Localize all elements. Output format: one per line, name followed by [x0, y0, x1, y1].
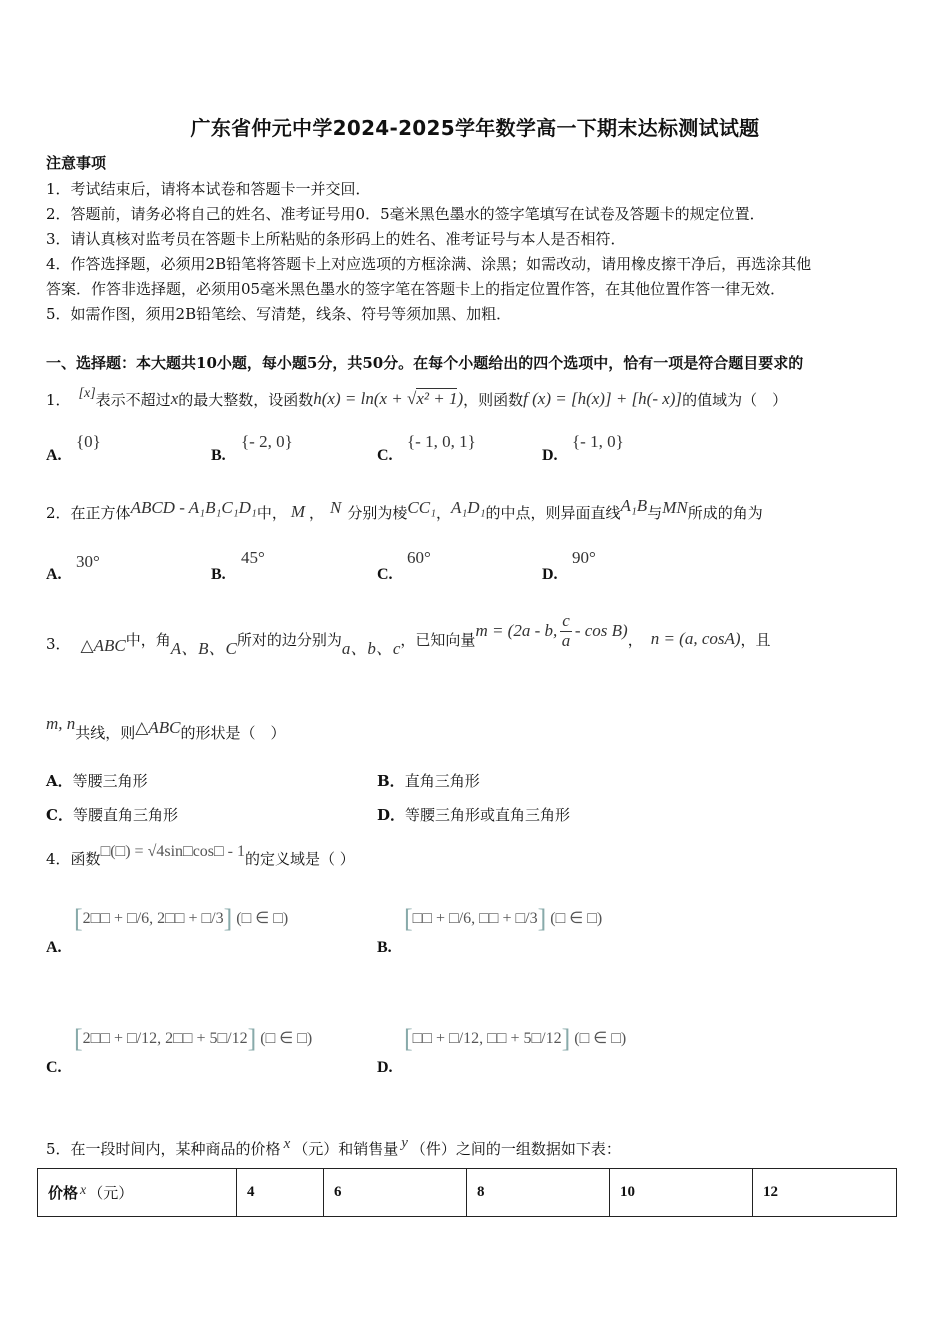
- notice-item-2: 2．答题前，请务必将自己的姓名、准考证号用0．5毫米黑色墨水的签字笔填写在试卷及答题卡的规定位置．: [46, 205, 765, 223]
- interval-body: 2□□ + □/12, 2□□ + 5□/12: [82, 1030, 248, 1047]
- math-m: M: [290, 502, 306, 521]
- math-cube: ABCD - A₁B₁C₁D₁: [130, 498, 257, 517]
- option-b-value: {- 2, 0}: [241, 432, 293, 451]
- option-d[interactable]: [377, 804, 570, 825]
- table-header-cell: [38, 1169, 237, 1217]
- table-cell: 8: [467, 1169, 610, 1217]
- question-text: ，则函数: [463, 390, 524, 409]
- question-5: [46, 1134, 621, 1162]
- option-letter: A.: [46, 939, 62, 956]
- option-c[interactable]: [46, 1058, 62, 1077]
- math-floor-x: [x]: [78, 386, 96, 401]
- option-c-value: 60°: [407, 548, 431, 567]
- math-h-lhs: h(x) = ln(x +: [313, 389, 407, 408]
- question-1: [46, 384, 787, 414]
- option-a-value: {0}: [76, 432, 101, 451]
- notice-heading: 注意事项: [46, 154, 107, 172]
- math-y: y: [401, 1134, 408, 1151]
- option-a[interactable]: [46, 770, 148, 791]
- option-b-formula: [□□ + □/6, □□ + □/3] (□ ∈ □): [404, 904, 603, 933]
- math-x: x: [170, 389, 179, 408]
- option-a-value: 等腰三角形: [72, 772, 148, 790]
- option-c[interactable]: [46, 804, 178, 825]
- option-letter: D.: [542, 447, 558, 464]
- question-4: [46, 842, 355, 874]
- table-cell: 4: [237, 1169, 324, 1217]
- fraction-numerator: c: [562, 610, 570, 630]
- option-letter: A．: [46, 772, 73, 790]
- question-text: （元）和销售量: [293, 1139, 399, 1158]
- math-h-rhs: ): [457, 389, 464, 408]
- fraction-denominator: a: [561, 630, 571, 650]
- option-b-value: 45°: [241, 548, 265, 567]
- question-text: 与: [647, 503, 663, 522]
- option-d-value: 等腰三角形或直角三角形: [405, 806, 571, 824]
- notice-item-4b: 答案．作答非选择题，必须用05毫米黑色墨水的签字笔在答题卡上的指定位置作答，在其他位置作答一律无效．: [46, 280, 786, 298]
- question-text: 中，: [256, 503, 287, 522]
- option-a-formula: [2□□ + □/6, 2□□ + □/3] (□ ∈ □): [74, 904, 289, 933]
- question-number: 2．: [46, 503, 71, 522]
- option-b-value: 直角三角形: [404, 772, 480, 790]
- option-d[interactable]: [542, 565, 558, 584]
- math-triangle-abc: △ABC: [80, 636, 126, 655]
- vector-m-post: - cos B): [574, 621, 628, 640]
- math-cc1: CC₁: [407, 498, 436, 517]
- option-letter: C.: [377, 566, 393, 583]
- question-text: 的定义域是（ ）: [245, 849, 355, 868]
- option-b[interactable]: [377, 770, 480, 791]
- table-cell: 12: [753, 1169, 897, 1217]
- q2-options: [46, 548, 906, 584]
- option-c-formula: [2□□ + □/12, 2□□ + 5□/12] (□ ∈ □): [74, 1024, 313, 1053]
- math-fraction: [560, 612, 572, 650]
- option-letter: D.: [377, 1059, 393, 1076]
- math-a1b: A₁B: [620, 496, 648, 515]
- question-text: （件）之间的一组数据如下表：: [410, 1139, 621, 1158]
- interval-suffix: (□ ∈ □): [236, 910, 289, 927]
- option-letter: D．: [377, 806, 406, 824]
- option-d-formula: [□□ + □/12, □□ + 5□/12] (□ ∈ □): [404, 1024, 627, 1053]
- notice-item-5: 5．如需作图，须用2B铅笔绘、写清楚，线条、符号等须加黑、加粗．: [46, 305, 512, 323]
- math-angles: A、B、C: [170, 638, 237, 658]
- table-row: [38, 1169, 897, 1217]
- option-letter: C．: [46, 806, 73, 824]
- question-number: 1．: [46, 390, 71, 409]
- option-a[interactable]: [46, 446, 62, 465]
- option-a-value: 30°: [76, 552, 100, 571]
- question-text: 函数: [70, 849, 101, 868]
- option-d[interactable]: [542, 446, 558, 465]
- option-c-value: {- 1, 0, 1}: [407, 432, 476, 451]
- math-sqrt-body: x² + 1: [416, 389, 458, 408]
- question-2: [46, 496, 763, 528]
- option-a[interactable]: [46, 565, 62, 584]
- page-title: 广东省仲元中学2024-2025学年数学高一下期末达标测试试题: [190, 116, 760, 140]
- q1-options: [46, 432, 906, 468]
- question-text: 分别为棱: [347, 503, 408, 522]
- question-text: ，已知向量: [400, 630, 476, 649]
- question-text: 共线，则: [75, 723, 136, 742]
- interval-suffix: (□ ∈ □): [574, 1030, 627, 1047]
- question-number: 4．: [46, 849, 71, 868]
- question-text: 的值域为（ ）: [682, 390, 788, 409]
- question-3: [46, 610, 771, 668]
- interval-suffix: (□ ∈ □): [260, 1030, 313, 1047]
- math-x: x: [283, 1135, 291, 1152]
- interval-suffix: (□ ∈ □): [550, 910, 603, 927]
- question-text: ，且: [740, 630, 771, 649]
- math-triangle-abc: △ABC: [135, 718, 181, 737]
- option-b[interactable]: [377, 938, 392, 957]
- question-text: ，: [309, 503, 325, 522]
- table-cell: 6: [324, 1169, 467, 1217]
- math-a1d1: A₁D₁: [451, 498, 486, 517]
- question-text: 在一段时间内，某种商品的价格: [70, 1139, 281, 1158]
- math-mn: MN: [662, 498, 688, 517]
- question-text: 所成的角为: [687, 503, 763, 522]
- question-text: 的形状是（ ）: [180, 723, 286, 742]
- option-b[interactable]: [211, 565, 226, 584]
- math-function-rendered-image: □(□) = √4sin□cos□ - 1: [100, 843, 246, 860]
- question-text: 所对的边分别为: [236, 630, 342, 649]
- option-letter: B.: [211, 566, 226, 583]
- header-label: 价格: [48, 1186, 79, 1202]
- vector-m-pre: m = (2a - b,: [475, 621, 558, 640]
- question-number: 3．: [46, 634, 71, 653]
- option-d-value: {- 1, 0}: [572, 432, 624, 451]
- math-mn-vectors: m, n: [46, 714, 76, 733]
- math-f-function: f (x) = [h(x)] + [h(- x)]: [523, 389, 683, 408]
- header-unit: （元）: [88, 1186, 134, 1202]
- math-sides: a、b、c: [341, 638, 401, 658]
- option-letter: B.: [377, 939, 392, 956]
- header-var: x: [80, 1183, 87, 1198]
- option-b[interactable]: [211, 446, 226, 465]
- notice-item-1: 1．考试结束后，请将本试卷和答题卡一并交回．: [46, 180, 371, 198]
- question-text: 的最大整数，设函数: [178, 390, 314, 409]
- math-h-function: h(x) = ln(x + √x² + 1): [313, 389, 464, 408]
- math-vector-m: [475, 612, 627, 650]
- option-letter: C.: [46, 1059, 62, 1076]
- question-text: 在正方体: [70, 503, 131, 522]
- interval-body: □□ + □/12, □□ + 5□/12: [412, 1030, 562, 1047]
- interval-body: 2□□ + □/6, 2□□ + □/3: [82, 910, 224, 927]
- option-c[interactable]: [377, 565, 393, 584]
- question-3-line2: [46, 716, 286, 748]
- interval-body: □□ + □/6, □□ + □/3: [412, 910, 538, 927]
- price-table: [37, 1168, 897, 1217]
- option-letter: A.: [46, 447, 62, 464]
- option-d[interactable]: [377, 1058, 393, 1077]
- option-letter: D.: [542, 566, 558, 583]
- question-text: ，: [627, 630, 643, 649]
- option-letter: A.: [46, 566, 62, 583]
- option-c-value: 等腰直角三角形: [72, 806, 178, 824]
- option-a[interactable]: [46, 938, 62, 957]
- question-text: 表示不超过: [95, 390, 171, 409]
- table-cell: 10: [610, 1169, 753, 1217]
- section-heading: 一、选择题：本大题共10小题，每小题5分，共50分。在每个小题给出的四个选项中，恰有一项是符合题目要求的: [46, 354, 804, 372]
- notice-item-3: 3．请认真核对监考员在答题卡上所粘贴的条形码上的姓名、准考证号与本人是否相符．: [46, 230, 626, 248]
- option-d-value: 90°: [572, 548, 596, 567]
- notice-item-4a: 4．作答选择题，必须用2B铅笔将答题卡上对应选项的方框涂满、涂黑；如需改动，请用橡皮擦干净后，再选涂其他: [46, 255, 812, 273]
- option-letter: B.: [211, 447, 226, 464]
- question-text: 的中点，则异面直线: [485, 503, 621, 522]
- option-c[interactable]: [377, 446, 393, 465]
- math-vector-n: n = (a, cosA): [650, 629, 741, 648]
- option-letter: B．: [377, 772, 405, 790]
- option-letter: C.: [377, 447, 393, 464]
- question-text: 中，角: [125, 630, 171, 649]
- question-text: ，: [435, 503, 451, 522]
- math-n: N: [330, 498, 342, 517]
- question-number: 5．: [46, 1139, 71, 1158]
